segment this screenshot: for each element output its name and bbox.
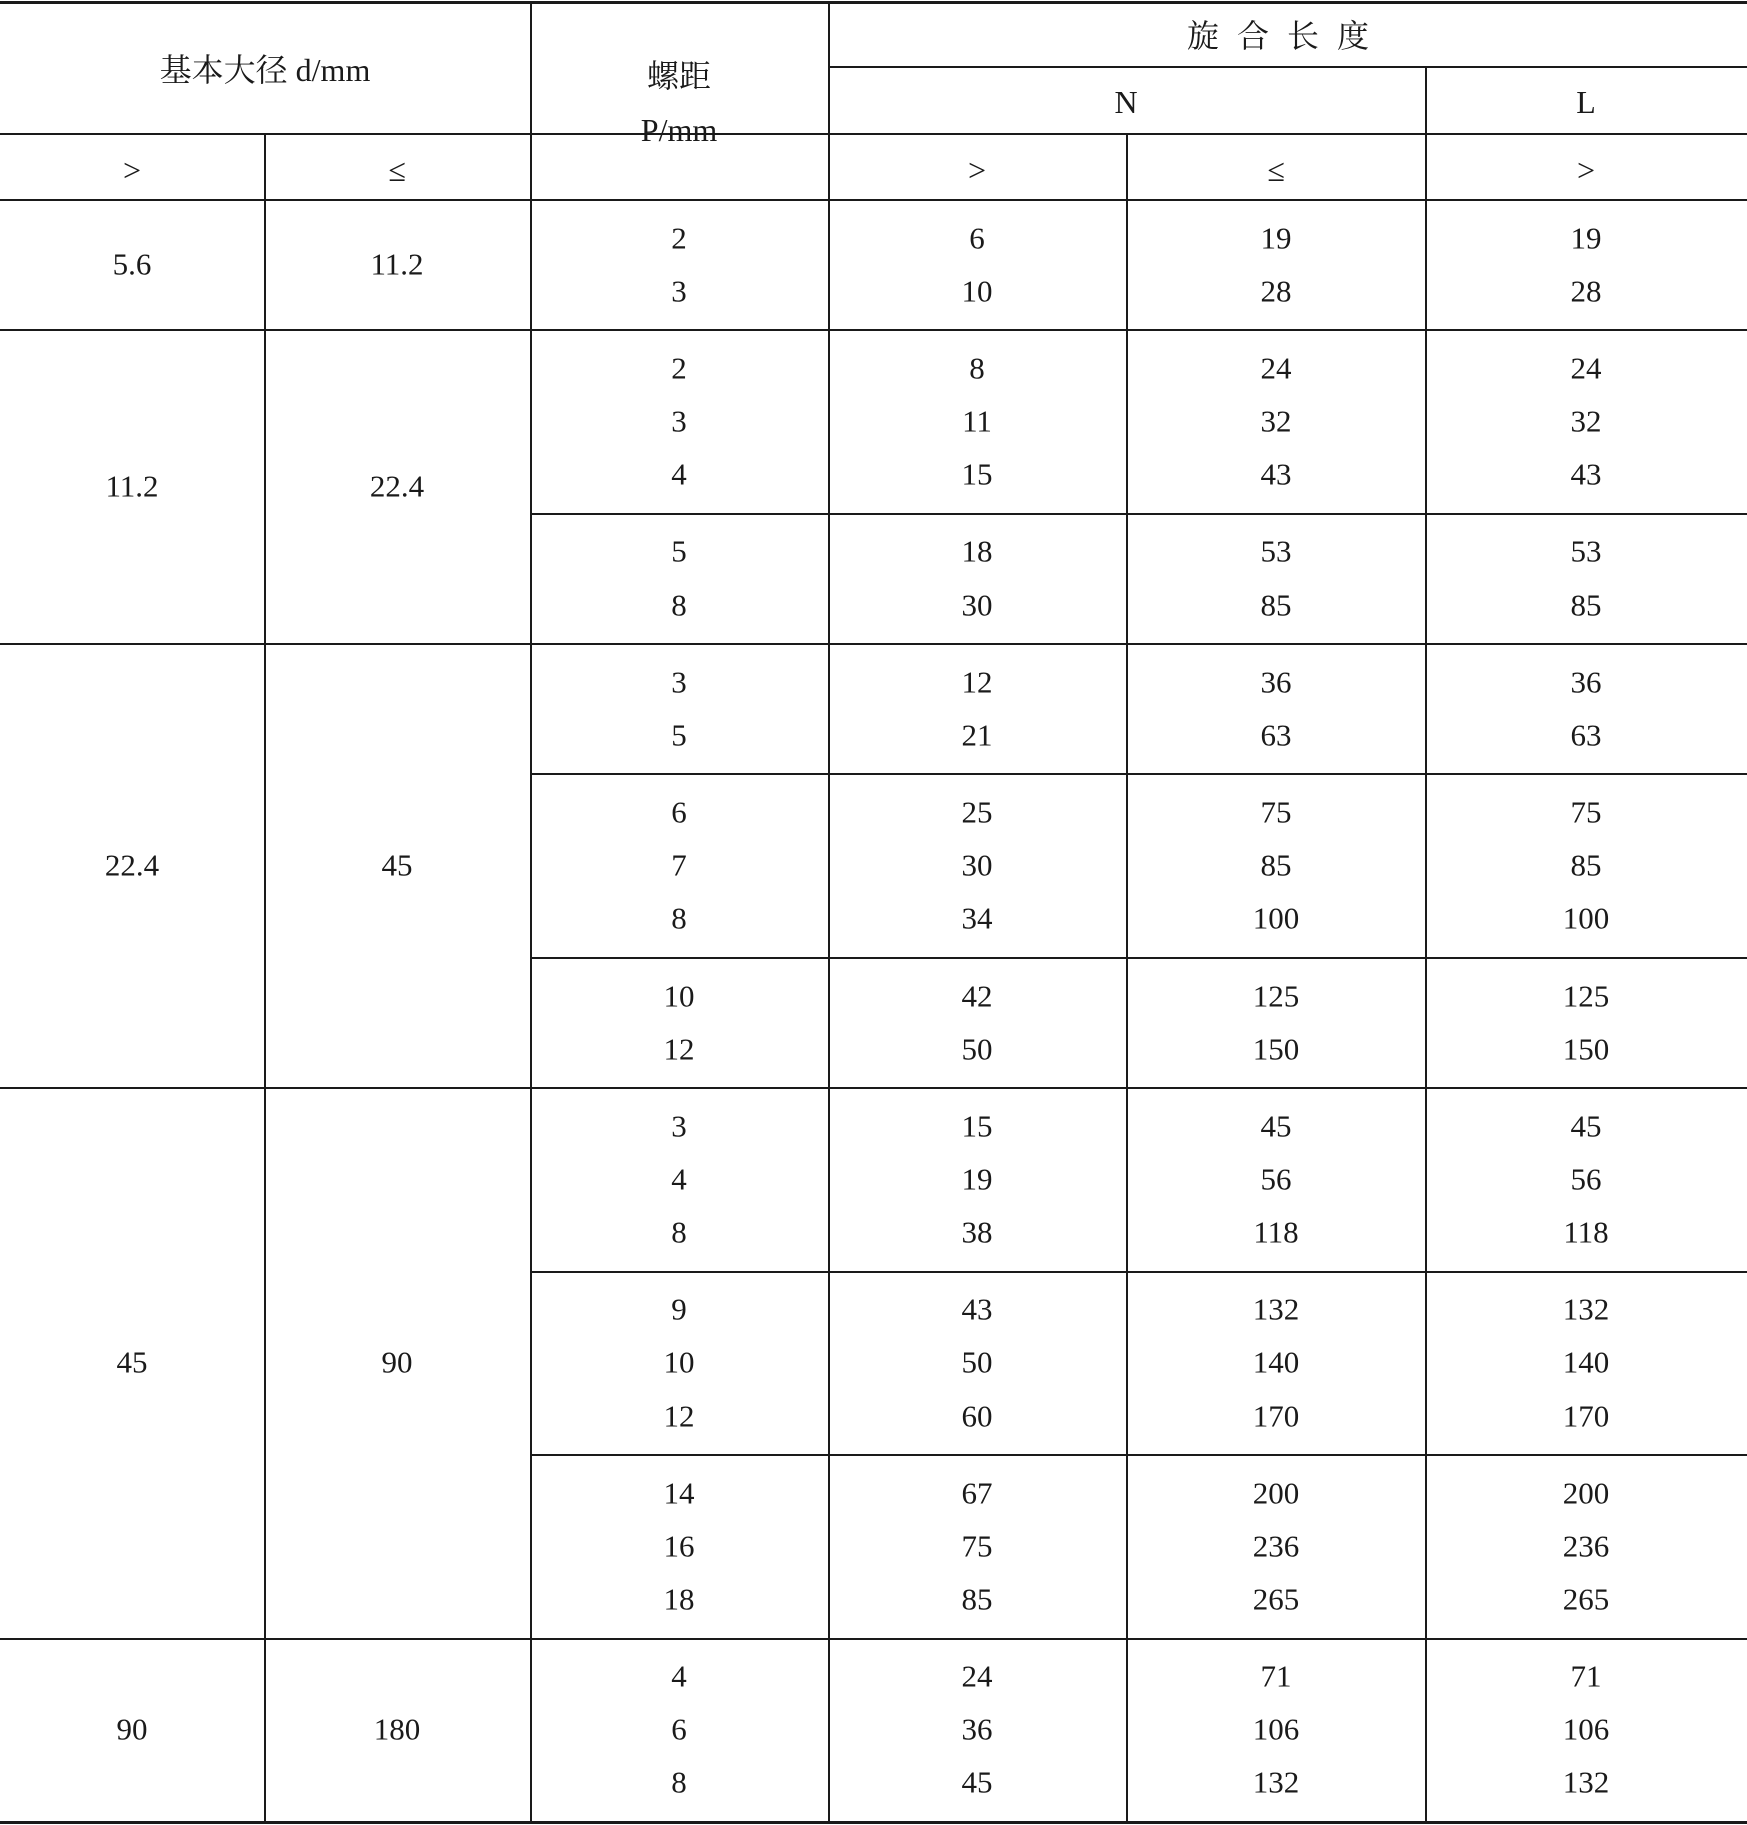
n-gt-cell: 6 <box>969 220 985 256</box>
diameter-gt-cell: 5.6 <box>112 246 152 282</box>
l-gt-cell: 100 <box>1562 900 1610 936</box>
n-gt-cell: 85 <box>961 1581 993 1617</box>
n-gt-cell: 19 <box>961 1161 993 1197</box>
pitch-cell: 2 <box>671 220 687 256</box>
l-gt-cell: 19 <box>1570 220 1602 256</box>
n-gt-cell: 30 <box>961 587 993 622</box>
n-le-cell: 28 <box>1260 273 1292 309</box>
n-gt-cell: 10 <box>961 273 993 309</box>
pitch-cell: 3 <box>671 403 687 439</box>
n-gt-cell: 45 <box>961 1764 993 1800</box>
block-divider-rule <box>530 773 1747 775</box>
n-le-cell: 43 <box>1260 456 1292 492</box>
n-le-cell: 85 <box>1260 587 1292 622</box>
block-divider-rule <box>530 513 1747 515</box>
pitch-cell: 6 <box>671 794 687 830</box>
group-divider-rule <box>0 329 1747 331</box>
block-divider-rule <box>530 957 1747 959</box>
l-gt-cell: 118 <box>1563 1214 1609 1250</box>
l-gt-cell: 32 <box>1570 403 1602 439</box>
header-divider-nl <box>1425 66 1427 199</box>
group-divider-rule <box>0 643 1747 645</box>
pitch-cell: 8 <box>671 587 687 622</box>
diameter-le-cell: 45 <box>381 847 413 883</box>
header-rule-engagement <box>828 66 1747 68</box>
l-gt-cell: 125 <box>1562 978 1610 1014</box>
n-gt-cell: 60 <box>961 1398 993 1433</box>
l-gt-cell: 132 <box>1562 1291 1610 1327</box>
n-le-header: ≤ <box>1267 152 1285 188</box>
pitch-cell: 10 <box>663 1344 695 1380</box>
n-le-cell: 32 <box>1260 403 1292 439</box>
group-divider-rule <box>0 1638 1747 1640</box>
l-gt-cell: 85 <box>1570 587 1602 622</box>
header-divider-pitch-left <box>530 1 532 199</box>
n-le-cell: 75 <box>1260 794 1292 830</box>
n-le-cell: 36 <box>1260 664 1292 700</box>
group-divider-rule <box>0 1087 1747 1089</box>
diameter-le-cell: 90 <box>381 1344 413 1380</box>
diameter-le-cell: 180 <box>373 1711 421 1747</box>
pitch-cell: 5 <box>671 533 687 569</box>
group-n-header: N <box>1114 84 1138 120</box>
pitch-cell: 3 <box>671 664 687 700</box>
pitch-cell: 4 <box>671 1658 687 1694</box>
n-gt-cell: 43 <box>961 1291 993 1327</box>
n-gt-cell: 34 <box>961 900 993 936</box>
n-le-cell: 100 <box>1252 900 1300 936</box>
l-gt-cell: 43 <box>1570 456 1602 492</box>
column-divider <box>1425 199 1427 1821</box>
l-gt-cell: 150 <box>1562 1031 1610 1067</box>
pitch-cell: 16 <box>663 1528 695 1564</box>
diameter-gt-cell: 90 <box>116 1711 148 1747</box>
column-divider <box>530 199 532 1821</box>
n-le-cell: 71 <box>1260 1658 1292 1694</box>
table-bottom-rule <box>0 1821 1747 1824</box>
header-divider-n <box>1126 133 1128 199</box>
l-gt-cell: 63 <box>1570 717 1602 753</box>
n-le-cell: 125 <box>1252 978 1300 1014</box>
pitch-cell: 5 <box>671 717 687 753</box>
l-gt-header: > <box>1576 152 1596 188</box>
d-le-header: ≤ <box>388 152 406 188</box>
n-le-cell: 45 <box>1260 1108 1292 1144</box>
n-gt-header: > <box>967 152 987 188</box>
l-gt-cell: 236 <box>1562 1528 1610 1564</box>
n-gt-cell: 30 <box>961 847 993 883</box>
pitch-cell: 2 <box>671 350 687 386</box>
n-le-cell: 132 <box>1252 1764 1300 1800</box>
block-divider-rule <box>530 1454 1747 1456</box>
n-gt-cell: 15 <box>961 456 993 492</box>
group-l-header: L <box>1576 84 1596 120</box>
pitch-cell: 18 <box>663 1581 695 1617</box>
column-divider <box>264 199 266 1821</box>
l-gt-cell: 170 <box>1562 1398 1610 1433</box>
l-gt-cell: 75 <box>1570 794 1602 830</box>
n-le-cell: 56 <box>1260 1161 1292 1197</box>
n-gt-cell: 12 <box>961 664 993 700</box>
l-gt-cell: 45 <box>1570 1108 1602 1144</box>
pitch-cell: 12 <box>663 1398 695 1433</box>
diameter-gt-cell: 22.4 <box>104 847 160 883</box>
n-gt-cell: 50 <box>961 1031 993 1067</box>
l-gt-cell: 71 <box>1570 1658 1602 1694</box>
pitch-cell: 3 <box>671 273 687 309</box>
l-gt-cell: 106 <box>1562 1711 1610 1747</box>
pitch-header-line1: 螺距 <box>646 58 712 94</box>
n-gt-cell: 36 <box>961 1711 993 1747</box>
n-gt-cell: 75 <box>961 1528 993 1564</box>
l-gt-cell: 132 <box>1562 1764 1610 1800</box>
n-le-cell: 24 <box>1260 350 1292 386</box>
l-gt-cell: 28 <box>1570 273 1602 309</box>
block-divider-rule <box>530 1271 1747 1273</box>
l-gt-cell: 36 <box>1570 664 1602 700</box>
column-divider <box>1126 199 1128 1821</box>
pitch-cell: 8 <box>671 1214 687 1250</box>
l-gt-cell: 56 <box>1570 1161 1602 1197</box>
header-divider-pitch-right <box>828 1 830 199</box>
n-gt-cell: 25 <box>961 794 993 830</box>
pitch-cell: 4 <box>671 456 687 492</box>
pitch-cell: 12 <box>663 1031 695 1067</box>
n-gt-cell: 11 <box>962 403 992 439</box>
diameter-le-cell: 22.4 <box>369 468 425 504</box>
n-le-cell: 236 <box>1252 1528 1300 1564</box>
n-le-cell: 140 <box>1252 1344 1300 1380</box>
l-gt-cell: 265 <box>1562 1581 1610 1617</box>
l-gt-cell: 24 <box>1570 350 1602 386</box>
pitch-cell: 10 <box>663 978 695 1014</box>
n-le-cell: 63 <box>1260 717 1292 753</box>
table-top-rule <box>0 1 1747 4</box>
n-gt-cell: 38 <box>961 1214 993 1250</box>
n-gt-cell: 42 <box>961 978 993 1014</box>
n-le-cell: 118 <box>1253 1214 1299 1250</box>
n-gt-cell: 18 <box>961 533 993 569</box>
diameter-gt-cell: 45 <box>116 1344 148 1380</box>
pitch-cell: 8 <box>671 1764 687 1800</box>
n-le-cell: 106 <box>1252 1711 1300 1747</box>
n-le-cell: 170 <box>1252 1398 1300 1433</box>
l-gt-cell: 200 <box>1562 1475 1610 1511</box>
n-le-cell: 150 <box>1252 1031 1300 1067</box>
n-gt-cell: 8 <box>969 350 985 386</box>
n-le-cell: 132 <box>1252 1291 1300 1327</box>
d-gt-header: > <box>122 152 142 188</box>
header-divider-d <box>264 133 266 199</box>
n-gt-cell: 24 <box>961 1658 993 1694</box>
n-le-cell: 85 <box>1260 847 1292 883</box>
pitch-cell: 14 <box>663 1475 695 1511</box>
n-le-cell: 265 <box>1252 1581 1300 1617</box>
pitch-header-line2: P/mm <box>640 112 718 148</box>
pitch-cell: 6 <box>671 1711 687 1747</box>
pitch-cell: 4 <box>671 1161 687 1197</box>
n-gt-cell: 15 <box>961 1108 993 1144</box>
n-gt-cell: 50 <box>961 1344 993 1380</box>
l-gt-cell: 140 <box>1562 1344 1610 1380</box>
header-rule-bottom <box>0 199 1747 201</box>
n-le-cell: 200 <box>1252 1475 1300 1511</box>
pitch-cell: 7 <box>671 847 687 883</box>
n-le-cell: 53 <box>1260 533 1292 569</box>
engagement-length-header: 旋合长度 <box>1186 18 1388 54</box>
diameter-header-text: 基本大径 d/mm <box>159 52 371 88</box>
diameter-gt-cell: 11.2 <box>105 468 159 504</box>
pitch-cell: 3 <box>671 1108 687 1144</box>
diameter-le-cell: 11.2 <box>370 246 424 282</box>
header-rule-mid <box>0 133 1747 135</box>
n-le-cell: 19 <box>1260 220 1292 256</box>
n-gt-cell: 21 <box>961 717 993 753</box>
n-gt-cell: 67 <box>961 1475 993 1511</box>
diameter-header <box>160 54 371 86</box>
l-gt-cell: 53 <box>1570 533 1602 569</box>
l-gt-cell: 85 <box>1570 847 1602 883</box>
pitch-cell: 8 <box>671 900 687 936</box>
column-divider <box>828 199 830 1821</box>
pitch-cell: 9 <box>671 1291 687 1327</box>
